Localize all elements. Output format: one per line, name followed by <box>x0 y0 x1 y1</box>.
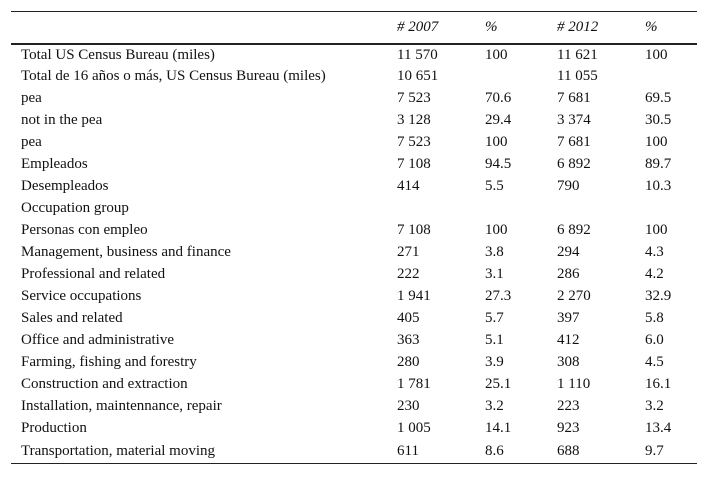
percent-2012-cell <box>645 66 697 88</box>
row-label-cell: Management, business and finance <box>21 244 231 260</box>
percent-2007-cell <box>485 66 557 88</box>
row-label-cell: Total de 16 años o más, US Census Bureau (miles) <box>21 68 326 84</box>
percent-2012-cell: 5.8 <box>645 310 664 326</box>
employment-table <box>11 11 697 464</box>
table-row <box>11 198 697 220</box>
table-row <box>11 308 697 330</box>
count-2007-cell: 271 <box>397 244 420 260</box>
percent-2012-cell: 10.3 <box>645 178 672 194</box>
row-label-cell: Farming, fishing and forestry <box>21 354 197 370</box>
count-2007-cell: 3 128 <box>397 112 431 128</box>
count-2007-cell: 10 651 <box>397 68 439 84</box>
table-row <box>11 132 697 154</box>
percent-2007-cell: 94.5 <box>485 156 512 172</box>
percent-2012-cell: 89.7 <box>645 156 672 172</box>
count-2012-cell: 286 <box>557 266 580 282</box>
table-row <box>11 286 697 308</box>
row-label-cell: Desempleados <box>21 178 109 194</box>
count-2007-cell: 7 108 <box>397 156 431 172</box>
count-2007-cell: 7 108 <box>397 222 431 238</box>
count-2007-cell: 7 523 <box>397 90 431 106</box>
table-row <box>11 44 697 66</box>
table-row <box>11 264 697 286</box>
table-header <box>11 12 697 44</box>
table-body <box>11 44 697 464</box>
percent-2012-cell: 9.7 <box>645 440 697 464</box>
count-2012-cell: 3 374 <box>557 112 591 128</box>
row-label-cell: Professional and related <box>21 266 166 282</box>
percent-2007-cell: 70.6 <box>485 90 512 106</box>
percent-2012-cell: 3.2 <box>645 398 664 414</box>
count-2007-cell: 1 941 <box>397 288 431 304</box>
percent-2012-cell: 4.3 <box>645 244 664 260</box>
percent-2007-cell: 8.6 <box>485 440 557 464</box>
count-2007-cell: 11 570 <box>397 47 438 63</box>
row-label-cell: pea <box>21 134 42 150</box>
count-2007-cell: 1 781 <box>397 376 431 392</box>
table-row <box>11 440 697 464</box>
percent-2007-cell: 5.7 <box>485 310 504 326</box>
count-2012-cell: 7 681 <box>557 134 591 150</box>
table-row <box>11 176 697 198</box>
header-cell-2012-count: # 2012 <box>557 12 645 44</box>
row-label-cell: not in the pea <box>21 112 103 128</box>
percent-2007-cell: 25.1 <box>485 376 512 392</box>
percent-2012-cell: 16.1 <box>645 376 672 392</box>
count-2012-cell: 11 055 <box>557 68 598 84</box>
row-label-cell: Occupation group <box>21 200 129 216</box>
percent-2007-cell: 3.9 <box>485 354 504 370</box>
percent-2012-cell: 4.5 <box>645 354 664 370</box>
table-row <box>11 242 697 264</box>
header-cell-label <box>11 12 397 44</box>
percent-2012-cell: 100 <box>645 222 668 238</box>
table-row <box>11 154 697 176</box>
count-2007-cell: 230 <box>397 398 420 414</box>
count-2007-cell: 363 <box>397 332 420 348</box>
header-row <box>11 12 697 44</box>
row-label-cell: Production <box>21 420 87 436</box>
percent-2007-cell: 29.4 <box>485 112 512 128</box>
header-cell-2012-percent: % <box>645 12 697 44</box>
count-2012-cell: 6 892 <box>557 156 591 172</box>
percent-2012-cell <box>645 198 697 220</box>
percent-2012-cell: 4.2 <box>645 266 664 282</box>
percent-2012-cell: 100 <box>645 134 668 150</box>
table-row <box>11 374 697 396</box>
row-label-cell: Installation, maintennance, repair <box>21 398 222 414</box>
data-table-container <box>11 11 697 464</box>
count-2007-cell: 611 <box>397 440 485 464</box>
row-label-cell: Construction and extraction <box>21 376 188 392</box>
count-2012-cell: 223 <box>557 398 580 414</box>
count-2007-cell: 1 005 <box>397 420 431 436</box>
percent-2012-cell: 6.0 <box>645 332 664 348</box>
count-2012-cell: 1 110 <box>557 376 591 392</box>
count-2007-cell: 222 <box>397 266 420 282</box>
table-row <box>11 66 697 88</box>
count-2012-cell: 397 <box>557 310 580 326</box>
table-row <box>11 418 697 440</box>
percent-2007-cell: 5.1 <box>485 332 504 348</box>
count-2012-cell <box>557 198 645 220</box>
row-label-cell: Transportation, material moving <box>11 440 397 464</box>
percent-2007-cell: 27.3 <box>485 288 512 304</box>
count-2012-cell: 11 621 <box>557 47 598 63</box>
count-2012-cell: 688 <box>557 440 645 464</box>
row-label-cell: Empleados <box>21 156 88 172</box>
count-2007-cell: 7 523 <box>397 134 431 150</box>
row-label-cell: pea <box>21 90 42 106</box>
percent-2012-cell: 13.4 <box>645 420 672 436</box>
header-cell-2007-count: # 2007 <box>397 12 485 44</box>
table-row <box>11 88 697 110</box>
percent-2007-cell: 3.8 <box>485 244 504 260</box>
count-2012-cell: 294 <box>557 244 580 260</box>
table-row <box>11 396 697 418</box>
count-2012-cell: 790 <box>557 178 580 194</box>
table-row <box>11 330 697 352</box>
percent-2007-cell <box>485 198 557 220</box>
count-2012-cell: 6 892 <box>557 222 591 238</box>
table-row <box>11 110 697 132</box>
row-label-cell: Office and administrative <box>21 332 175 348</box>
percent-2007-cell: 14.1 <box>485 420 512 436</box>
count-2012-cell: 412 <box>557 332 580 348</box>
count-2007-cell: 414 <box>397 178 420 194</box>
table-row <box>11 352 697 374</box>
percent-2012-cell: 100 <box>645 47 668 63</box>
count-2012-cell: 2 270 <box>557 288 591 304</box>
count-2012-cell: 7 681 <box>557 90 591 106</box>
percent-2007-cell: 100 <box>485 47 508 63</box>
percent-2012-cell: 32.9 <box>645 288 672 304</box>
row-label-cell: Sales and related <box>21 310 123 326</box>
row-label-cell: Personas con empleo <box>21 222 148 238</box>
row-label-cell: Service occupations <box>21 288 142 304</box>
percent-2007-cell: 100 <box>485 222 508 238</box>
count-2012-cell: 923 <box>557 420 580 436</box>
percent-2007-cell: 3.2 <box>485 398 504 414</box>
percent-2007-cell: 5.5 <box>485 178 504 194</box>
header-cell-2007-percent: % <box>485 12 557 44</box>
count-2007-cell: 280 <box>397 354 420 370</box>
percent-2007-cell: 100 <box>485 134 508 150</box>
count-2007-cell: 405 <box>397 310 420 326</box>
count-2012-cell: 308 <box>557 354 580 370</box>
count-2007-cell <box>397 198 485 220</box>
percent-2007-cell: 3.1 <box>485 266 504 282</box>
row-label-cell: Total US Census Bureau (miles) <box>21 47 215 63</box>
table-row <box>11 220 697 242</box>
percent-2012-cell: 69.5 <box>645 90 672 106</box>
percent-2012-cell: 30.5 <box>645 112 672 128</box>
